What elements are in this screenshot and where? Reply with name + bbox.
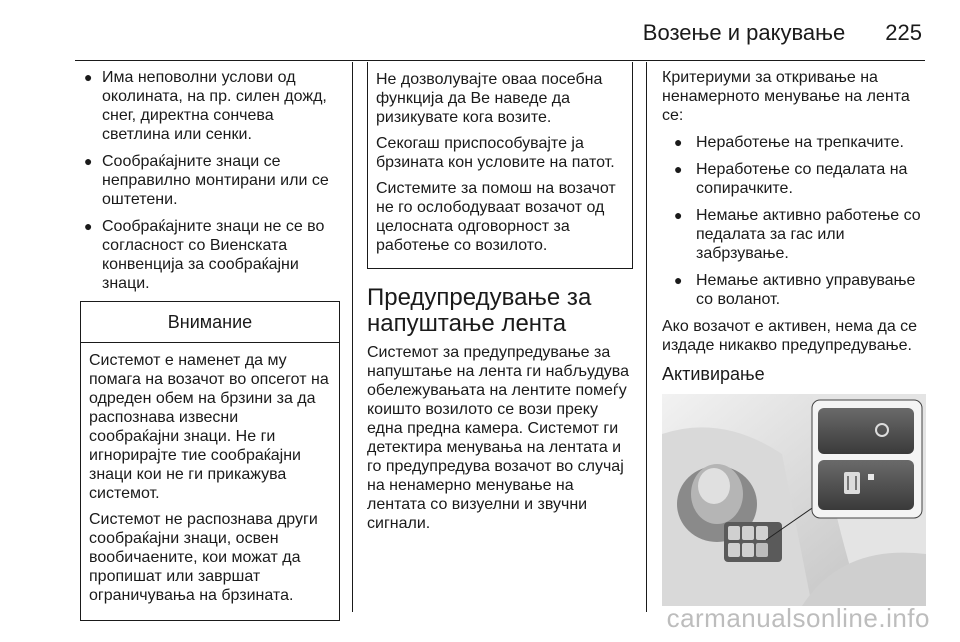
subsection-heading: Активирање — [662, 364, 765, 384]
watermark: carmanualsonline.info — [666, 603, 930, 633]
page-header — [0, 20, 922, 56]
bullet-icon: ● — [84, 218, 93, 234]
bullet-icon: ● — [84, 69, 93, 85]
criteria-list — [662, 133, 930, 309]
column-left — [80, 68, 340, 621]
bullet-icon: ● — [674, 134, 683, 150]
list-item: ● Немање активно управување со воланот. — [674, 272, 916, 308]
page-number: 225 — [885, 20, 922, 45]
warning-paragraph: Системот е наменет да му помага на возачот во опсегот на одреден обем на брзини за да распознава извесни сообраќајни знаци. Не ги игнорирајте тие сообраќајни знаци кои не ги прикажува системот. — [89, 352, 329, 502]
list-item: ● Неработење на трепкачите. — [674, 134, 904, 151]
section-title: Возење и ракување — [642, 20, 846, 45]
criteria-intro: Критериуми за откривање на ненамерното менување на лента се: — [662, 69, 910, 124]
list-item: ● Немање активно работење со педалата за гас или забрзување. — [674, 207, 921, 262]
warning-body — [81, 343, 339, 620]
console-photo — [662, 394, 926, 606]
section-body: Системот за предупредување за напуштање на лента ги набљудува обележувањата на лентите помеѓу коишто возилото се вози преку една предна камера. Системот ги детектира менувања на лентата и го предупредува возачот во случај на ненамерно менување на лентата со визуелни и звучни сигнали. — [367, 344, 630, 532]
list-item: ● Има неповолни услови од околината, на пр. силен дожд, снег, директна сончева светлина или сенки. — [84, 69, 327, 143]
warning-box-continued — [367, 62, 633, 269]
warning-paragraph: Не дозволувајте оваа посебна функција да Ве наведе да ризикувате кога возите. — [376, 71, 603, 126]
list-item: ● Неработење со педалата на сопирачките. — [674, 161, 908, 197]
conditions-list — [80, 68, 340, 293]
header-rule — [75, 60, 925, 61]
warning-box — [80, 301, 340, 621]
bullet-icon: ● — [674, 161, 683, 177]
list-item: ● Сообраќајните знаци не се во согласност со Виенската конвенција за сообраќајни знаци. — [84, 218, 325, 292]
note-text: Ако возачот е активен, нема да се издаде никакво предупредување. — [662, 318, 918, 354]
warning-title: Внимание — [81, 302, 339, 343]
warning-paragraph: Секогаш приспособувајте ја брзината кон условите на патот. — [376, 135, 615, 171]
center-console-illustration — [662, 394, 926, 606]
list-item: ● Сообраќајните знаци се неправилно монтирани или се оштетени. — [84, 153, 329, 208]
column-right — [662, 68, 930, 606]
column-divider-2 — [646, 62, 647, 612]
warning-paragraph: Системите за помош на возачот не го ослободуваат возачот од целосната одговорност за работење со возилото. — [376, 180, 616, 254]
column-middle — [367, 68, 633, 541]
column-divider-1 — [352, 62, 353, 612]
bullet-icon: ● — [84, 153, 93, 169]
bullet-icon: ● — [674, 272, 683, 288]
bullet-icon: ● — [674, 207, 683, 223]
section-heading: Предупредување за напуштање лента — [367, 284, 592, 337]
warning-paragraph: Системот не распознава други сообраќајни знаци, освен вообичаените, кои можат да пропишат или завршат ограничувања на брзината. — [89, 511, 318, 604]
